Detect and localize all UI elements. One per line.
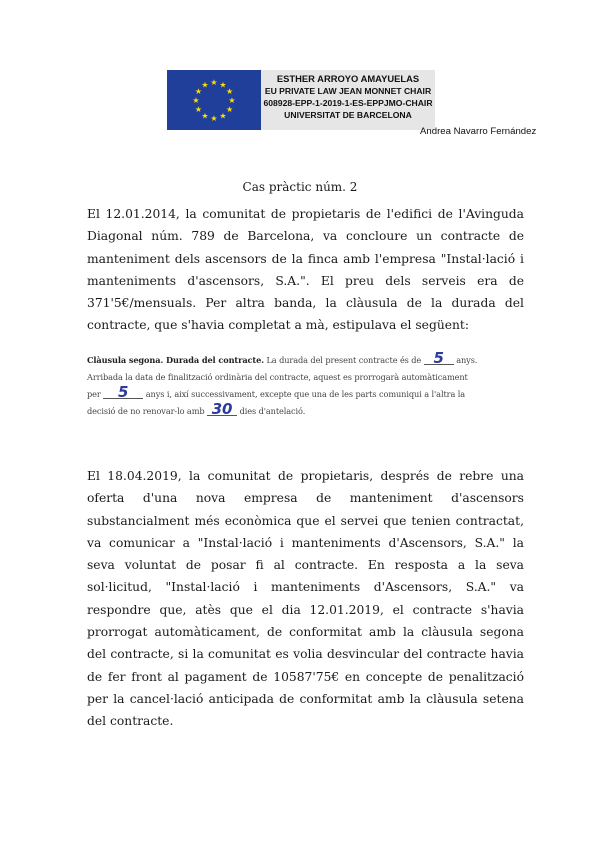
clause-line-1: [87, 349, 487, 369]
clause-text: dies d'antelació.: [239, 406, 306, 416]
clause-heading: Clàusula segona. Durada del contracte.: [87, 355, 264, 365]
eu-star-icon: ★: [201, 111, 209, 121]
contract-clause-excerpt: [87, 349, 487, 420]
handwritten-notice-days: 30: [207, 403, 237, 416]
chair-code: 608928-EPP-1-2019-1-ES-EPPJMO-CHAIR: [263, 98, 433, 108]
eu-star-icon: ★: [226, 105, 234, 114]
chair-name: EU PRIVATE LAW JEAN MONNET CHAIR: [264, 86, 432, 96]
chair-info: [261, 70, 435, 130]
eu-star-icon: ★: [210, 78, 218, 87]
eu-star-icon: ★: [210, 114, 218, 123]
eu-star-icon: ★: [228, 96, 236, 105]
handwritten-renewal-years: 5: [103, 386, 143, 399]
clause-text: La durada del present contracte és de: [266, 355, 422, 365]
paragraph-facts: El 18.04.2019, la comunitat de propietaris, després de rebre una oferta d'una nova empresa de manteniment d'ascensors substancialment més econòmica que el servei que tenien contractat, va comunicar a "Instal·lació i manteniments d'Ascensors, S.A." la seva voluntat de posar fi al contracte. En resposta a la seva sol·licitud, "Instal·lació i manteniments d'Ascensors, S.A." va respondre que, atès que el dia 12.01.2019, el contracte s'havia prorrogat automàticament, de conformitat amb la clàusula segona del contracte, si la comunitat es volia desvincular del contracte havia de fer front al pagament de 10587'75€ en concepte de penalització per la cancel·lació anticipada de conformitat amb la clàusula setena del contracte.: [87, 469, 524, 729]
eu-star-icon: ★: [219, 111, 227, 121]
chair-university: UNIVERSITAT DE BARCELONA: [284, 110, 412, 120]
eu-star-icon: ★: [226, 87, 234, 96]
clause-text: anys.: [456, 355, 478, 365]
eu-star-icon: ★: [219, 80, 227, 90]
author-name: Andrea Navarro Fernández: [420, 126, 537, 137]
header-logo: [167, 70, 435, 130]
chair-holder: ESTHER ARROYO AMAYUELAS: [276, 73, 420, 84]
document-title: Cas pràctic núm. 2: [242, 180, 358, 194]
clause-text: per: [87, 389, 101, 399]
clause-line-4: [87, 400, 487, 420]
eu-star-icon: ★: [194, 87, 202, 96]
clause-text: decisió de no renovar-lo amb: [87, 406, 205, 416]
clause-text: anys i, així successivament, excepte que una de les parts comuniqui a l'altra la: [145, 389, 466, 399]
eu-star-icon: ★: [192, 96, 200, 105]
clause-line-3: [87, 383, 487, 403]
eu-flag-icon: [167, 70, 261, 130]
eu-star-icon: ★: [194, 105, 202, 114]
handwritten-years: 5: [424, 352, 454, 365]
eu-star-icon: ★: [201, 80, 209, 90]
clause-line-2: Arribada la data de finalització ordinària del contracte, aquest es prorrogarà automàticament: [87, 372, 468, 382]
paragraph-intro: El 12.01.2014, la comunitat de propietaris de l'edifici de l'Avinguda Diagonal núm. 789 de Barcelona, va concloure un contracte de manteniment dels ascensors de la finca amb l'empresa "Instal·lació i manteniments d'ascensors, S.A.". El preu dels serveis era de 371'5€/mensuals. Per altra banda, la clàusula de la durada del contracte, que s'havia completat a mà, estipulava el següent:: [87, 207, 524, 333]
